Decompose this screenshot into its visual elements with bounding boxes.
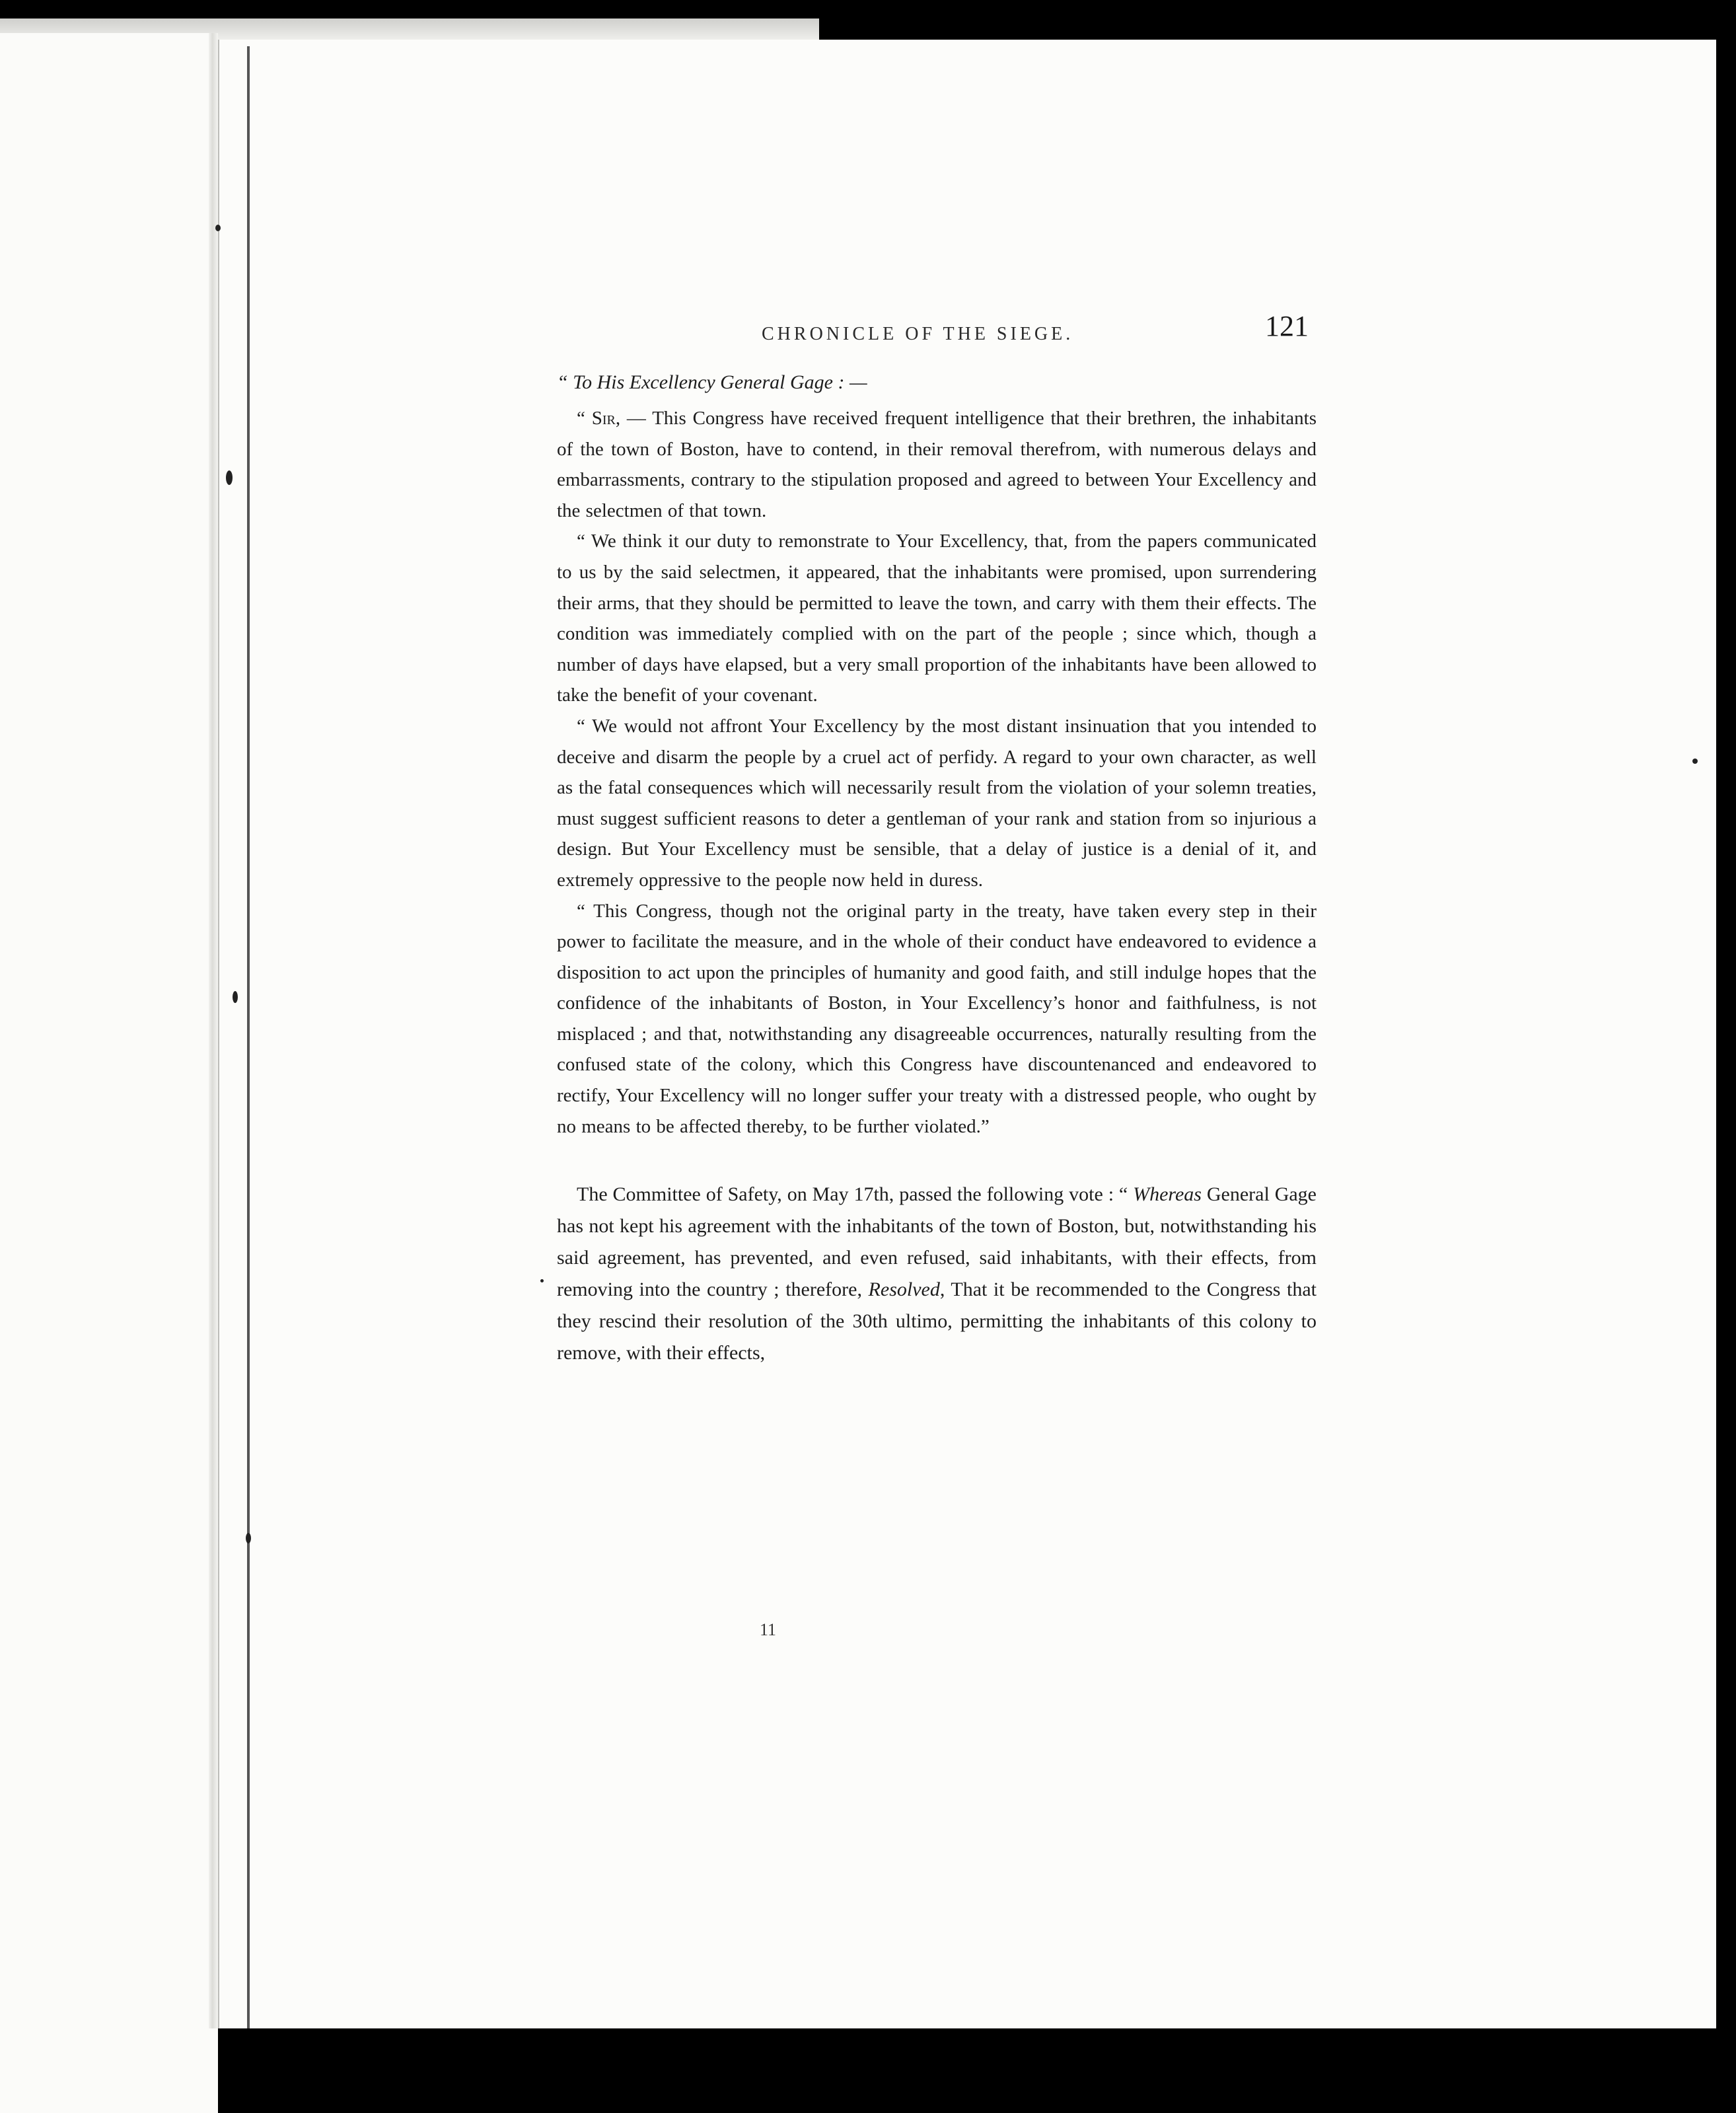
section-gap [557, 1142, 1317, 1179]
left-page-edge [209, 33, 218, 2028]
letter-salutation: “ To His Excellency General Gage : — [557, 371, 867, 393]
page-speck [1692, 759, 1698, 764]
page-speck [540, 1279, 544, 1282]
committee-resolved: Resolved [868, 1279, 940, 1301]
committee-end: , That it be recommended to the Congress that they rescind their resolution of the 30th ultimo, permitting the inhabitants of this colony to remove, with their effects, [557, 1279, 1317, 1364]
letter-paragraph-1 [557, 403, 1317, 526]
right-scan-border [1716, 40, 1736, 2028]
committee-whereas: Whereas [1133, 1183, 1202, 1206]
letter-paragraph-4: “ This Congress, though not the original party in the treaty, have taken every step in their power to facilitate the measure, and in the whole of their conduct have endeavored to evidence a disposition to act upon the principles of humanity and good faith, and still indulge hopes that the confidence of the inhabitants of Boston, in Your Excellency’s honor and faithfulness, is not misplaced ; and that, notwithstanding any disagreeable occurrences, naturally resulting from the confused state of the colony, which this Congress have discountenanced and endeavored to rectify, Your Excellency will no longer suffer your treaty with a distressed people, who ought by no means to be affected thereby, to be further violated.” [557, 900, 1317, 1137]
letter-paragraph-1-lead: “ Sir, [577, 408, 621, 429]
left-facing-page [0, 33, 218, 2113]
committee-paragraph [557, 1179, 1317, 1369]
page-number: 121 [1265, 310, 1309, 342]
running-title: CHRONICLE OF THE SIEGE. [762, 324, 1074, 344]
letter-paragraph-2: “ We think it our duty to remonstrate to Your Excellency, that, from the papers communicated to us by the said selectmen, it appeared, that the inhabitants were promised, upon surrendering their arms, that they should be permitted to leave the town, and carry with them their effects. The condition was immediately complied with on the part of the people ; since which, though a number of days have elapsed, but a very small proportion of the inhabitants have been allowed to take the benefit of your covenant. [557, 531, 1317, 706]
letter-paragraph-3: “ We would not affront Your Excellency by the most distant insinuation that you intended to deceive and disarm the people by a cruel act of perfidy. A regard to your own character, as well as the fatal consequences which will necessarily result from the violation of your solemn treaties, must suggest sufficient reasons to deter a gentleman of your rank and station from so injurious a design. But Your Excellency must be sensible, that a delay of justice is a denial of it, and extremely oppressive to the people now held in duress. [557, 715, 1317, 891]
page-text-block [557, 309, 1317, 1369]
running-head [557, 309, 1317, 355]
gutter-speck [233, 991, 238, 1003]
committee-mid: General Gage has not kept his agreement with the inhabitants of the town of Boston, but, notwithstanding his said agreement, has prevented, and even refused, said inhabitants, with their effects, from removing into the country ; therefore, [557, 1183, 1317, 1301]
gutter-speck [246, 1533, 251, 1543]
committee-intro: The Committee of Safety, on May 17th, passed the following vote : “ [577, 1183, 1134, 1206]
gutter-speck [215, 225, 221, 231]
letter-paragraph-1-body: — This Congress have received frequent intelligence that their brethren, the inhabitants of the town of Boston, have to contend, in their removal therefrom, with numerous delays and embarrassments, contrary to the stipulation proposed and agreed to between Your Excellency and the selectmen of that town. [557, 408, 1317, 521]
gutter-shadow [247, 46, 250, 2028]
signature-mark: 11 [760, 1620, 777, 1639]
gutter-speck [226, 470, 233, 485]
